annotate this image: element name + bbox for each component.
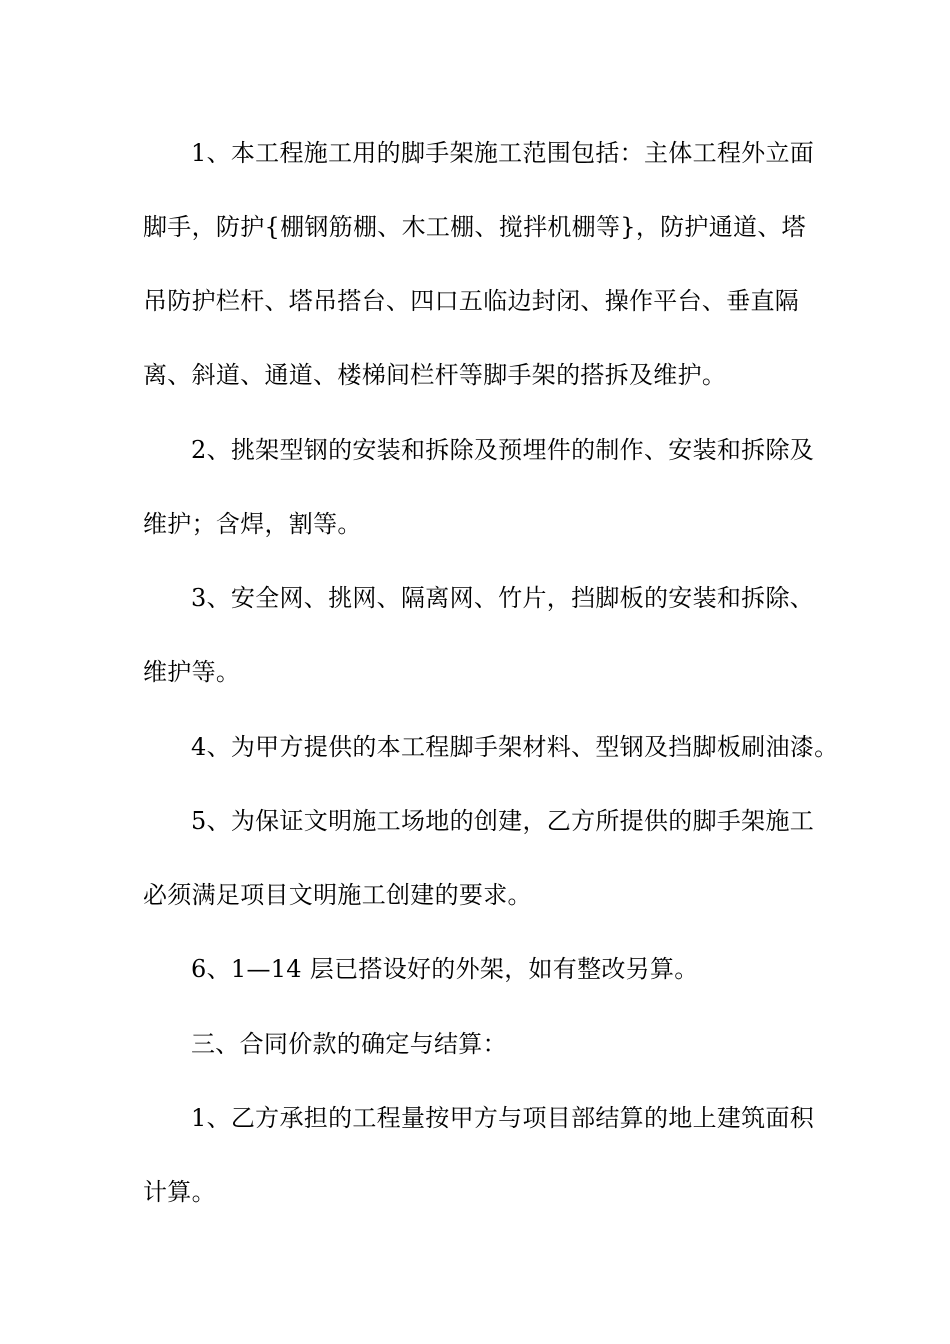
paragraph-line: 2、挑架型钢的安装和拆除及预埋件的制作、安装和拆除及	[191, 436, 815, 464]
paragraph-line: 必须满足项目文明施工创建的要求。	[143, 881, 532, 909]
paragraph-line: 脚手，防护{棚钢筋棚、木工棚、搅拌机棚等}，防护通道、塔	[143, 213, 806, 241]
paragraph-line: 维护等。	[143, 658, 241, 686]
paragraph-line: 3、安全网、挑网、隔离网、竹片，挡脚板的安装和拆除、	[191, 584, 815, 612]
paragraph-line: 计算。	[143, 1178, 216, 1206]
section-heading: 三、合同价款的确定与结算：	[191, 1030, 507, 1058]
paragraph-line: 4、为甲方提供的本工程脚手架材料、型钢及挡脚板刷油漆。	[191, 733, 839, 761]
paragraph-line: 6、1—14 层已搭设好的外架，如有整改另算。	[191, 955, 699, 983]
paragraph-line: 维护；含焊，割等。	[143, 510, 362, 538]
paragraph-line: 1、乙方承担的工程量按甲方与项目部结算的地上建筑面积	[191, 1104, 815, 1132]
paragraph-line: 1、本工程施工用的脚手架施工范围包括：主体工程外立面	[191, 139, 815, 167]
paragraph-line: 吊防护栏杆、塔吊搭台、四口五临边封闭、操作平台、垂直隔	[143, 287, 800, 315]
paragraph-line: 离、斜道、通道、楼梯间栏杆等脚手架的搭拆及维护。	[143, 361, 727, 389]
paragraph-line: 5、为保证文明施工场地的创建，乙方所提供的脚手架施工	[191, 807, 815, 835]
